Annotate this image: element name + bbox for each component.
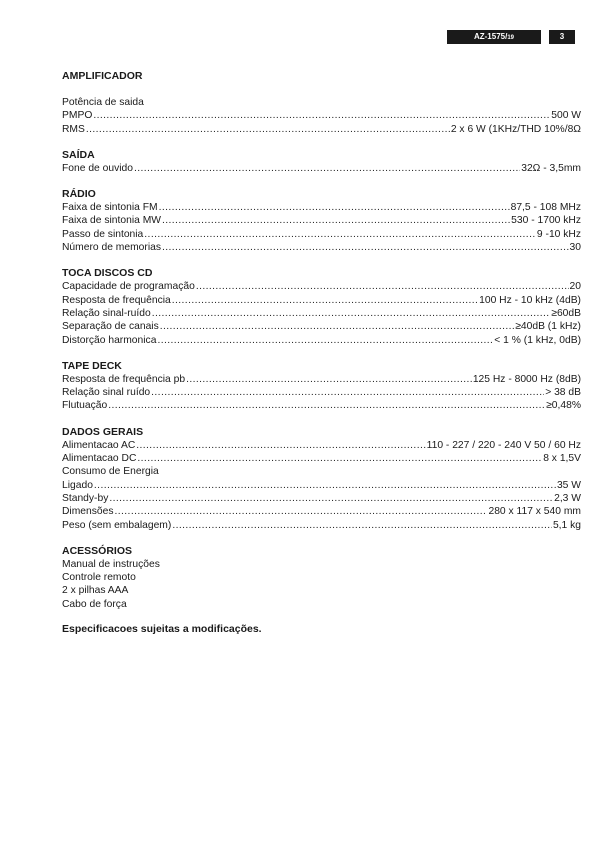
spec-label: Fone de ouvido — [62, 162, 133, 174]
spec-label: Ligado — [62, 479, 93, 491]
spec-label: Separação de canais — [62, 321, 159, 333]
spec-value: 500 W — [551, 110, 581, 122]
model-suffix: 19 — [507, 35, 515, 41]
spec-row — [62, 162, 581, 175]
spec-value: ≥60dB — [551, 307, 581, 319]
section-radio — [62, 187, 581, 254]
disclaimer-note: Especificacoes sujeitas a modificações. — [62, 623, 262, 636]
section-cd — [62, 266, 581, 346]
spec-label: Resposta de frequência pb — [62, 373, 186, 385]
spec-label: Relação sinal-ruído — [62, 307, 151, 319]
section-title: SAÍDA — [62, 148, 95, 161]
section-title: TOCA DISCOS CD — [62, 267, 153, 280]
spec-label: PMPO — [62, 110, 93, 122]
spec-row — [62, 505, 581, 518]
spec-label: Standy-by — [62, 492, 109, 504]
spec-row — [62, 307, 581, 320]
spec-row — [62, 241, 581, 254]
spec-row — [62, 214, 581, 227]
spec-value: 125 Hz - 8000 Hz (8dB) — [472, 373, 581, 385]
spec-value: 110 - 227 / 220 - 240 V 50 / 60 Hz — [426, 439, 581, 451]
spec-value: 2,3 W — [554, 492, 581, 504]
spec-row — [62, 294, 581, 307]
spec-label: Capacidade de programação — [62, 281, 195, 293]
section-saida — [62, 148, 581, 175]
model-badge — [447, 30, 541, 44]
section-title: TAPE DECK — [62, 359, 122, 372]
spec-row — [62, 399, 581, 412]
spec-row — [62, 228, 581, 241]
spec-row — [62, 320, 581, 333]
spec-value: 530 - 1700 kHz — [511, 215, 581, 227]
section-title: ACESSÓRIOS — [62, 544, 133, 557]
spec-row — [62, 109, 581, 122]
spec-row — [62, 479, 581, 492]
page-header — [447, 30, 575, 44]
spec-value: 9 -10 kHz — [536, 228, 581, 240]
spec-label: Alimentacao AC — [62, 439, 136, 451]
section-acessorios — [62, 544, 581, 611]
spec-label: Distorção harmonica — [62, 334, 157, 346]
section-title: DADOS GERAIS — [62, 425, 144, 438]
spec-label: Peso (sem embalagem) — [62, 519, 172, 531]
section-amplificador — [62, 69, 581, 136]
spec-label: Flutuação — [62, 400, 108, 412]
spec-value: < 1 % (1 kHz, 0dB) — [494, 334, 581, 346]
spec-row — [62, 439, 581, 452]
accessory-item: Manual de instruções — [62, 558, 160, 570]
spec-value: ≥0,48% — [546, 400, 581, 412]
spec-value: ≥40dB (1 kHz) — [515, 321, 581, 333]
accessory-item: 2 x pilhas AAA — [62, 585, 129, 597]
section-title: RÁDIO — [62, 188, 96, 201]
spec-value: 280 x 117 x 540 mm — [488, 506, 581, 518]
spec-label: Faixa de sintonia MW — [62, 215, 162, 227]
model-number: AZ-1575/ — [473, 32, 508, 41]
spec-label: Passo de sintonia — [62, 228, 144, 240]
spec-label: Número de memorias — [62, 242, 161, 254]
spec-value: > 38 dB — [545, 387, 581, 399]
spec-sheet — [62, 69, 581, 635]
spec-value: 8 x 1,5V — [543, 453, 581, 465]
section-subtitle: Consumo de Energia — [62, 466, 159, 478]
spec-row — [62, 280, 581, 293]
spec-row — [62, 519, 581, 532]
spec-value: 87,5 - 108 MHz — [510, 202, 581, 214]
spec-row — [62, 452, 581, 465]
spec-row — [62, 386, 581, 399]
spec-value: 32Ω - 3,5mm — [521, 162, 581, 174]
accessory-item: Cabo de força — [62, 598, 127, 610]
spec-value: 20 — [569, 281, 581, 293]
spec-value: 5,1 kg — [552, 519, 581, 531]
spec-label: Faixa de sintonia FM — [62, 202, 158, 214]
spec-value: 2 x 6 W (1KHz/THD 10%/8Ω — [450, 123, 581, 135]
spec-label: Alimentacao DC — [62, 453, 137, 465]
section-tape — [62, 359, 581, 413]
spec-row — [62, 373, 581, 386]
page-number: 3 — [549, 30, 575, 44]
section-subtitle: Potência de saida — [62, 97, 144, 108]
spec-row — [62, 334, 581, 347]
accessory-item: Controle remoto — [62, 572, 136, 584]
spec-row — [62, 123, 581, 136]
spec-label: Resposta de frequência — [62, 294, 171, 306]
spec-label: Relação sinal ruído — [62, 387, 151, 399]
spec-value: 35 W — [556, 479, 581, 491]
spec-label: RMS — [62, 123, 85, 135]
section-gerais — [62, 425, 581, 532]
spec-label: Dimensões — [62, 506, 114, 518]
spec-value: 30 — [569, 242, 581, 254]
spec-value: 100 Hz - 10 kHz (4dB) — [479, 294, 581, 306]
section-title: AMPLIFICADOR — [62, 70, 143, 82]
spec-row — [62, 492, 581, 505]
spec-row — [62, 201, 581, 214]
